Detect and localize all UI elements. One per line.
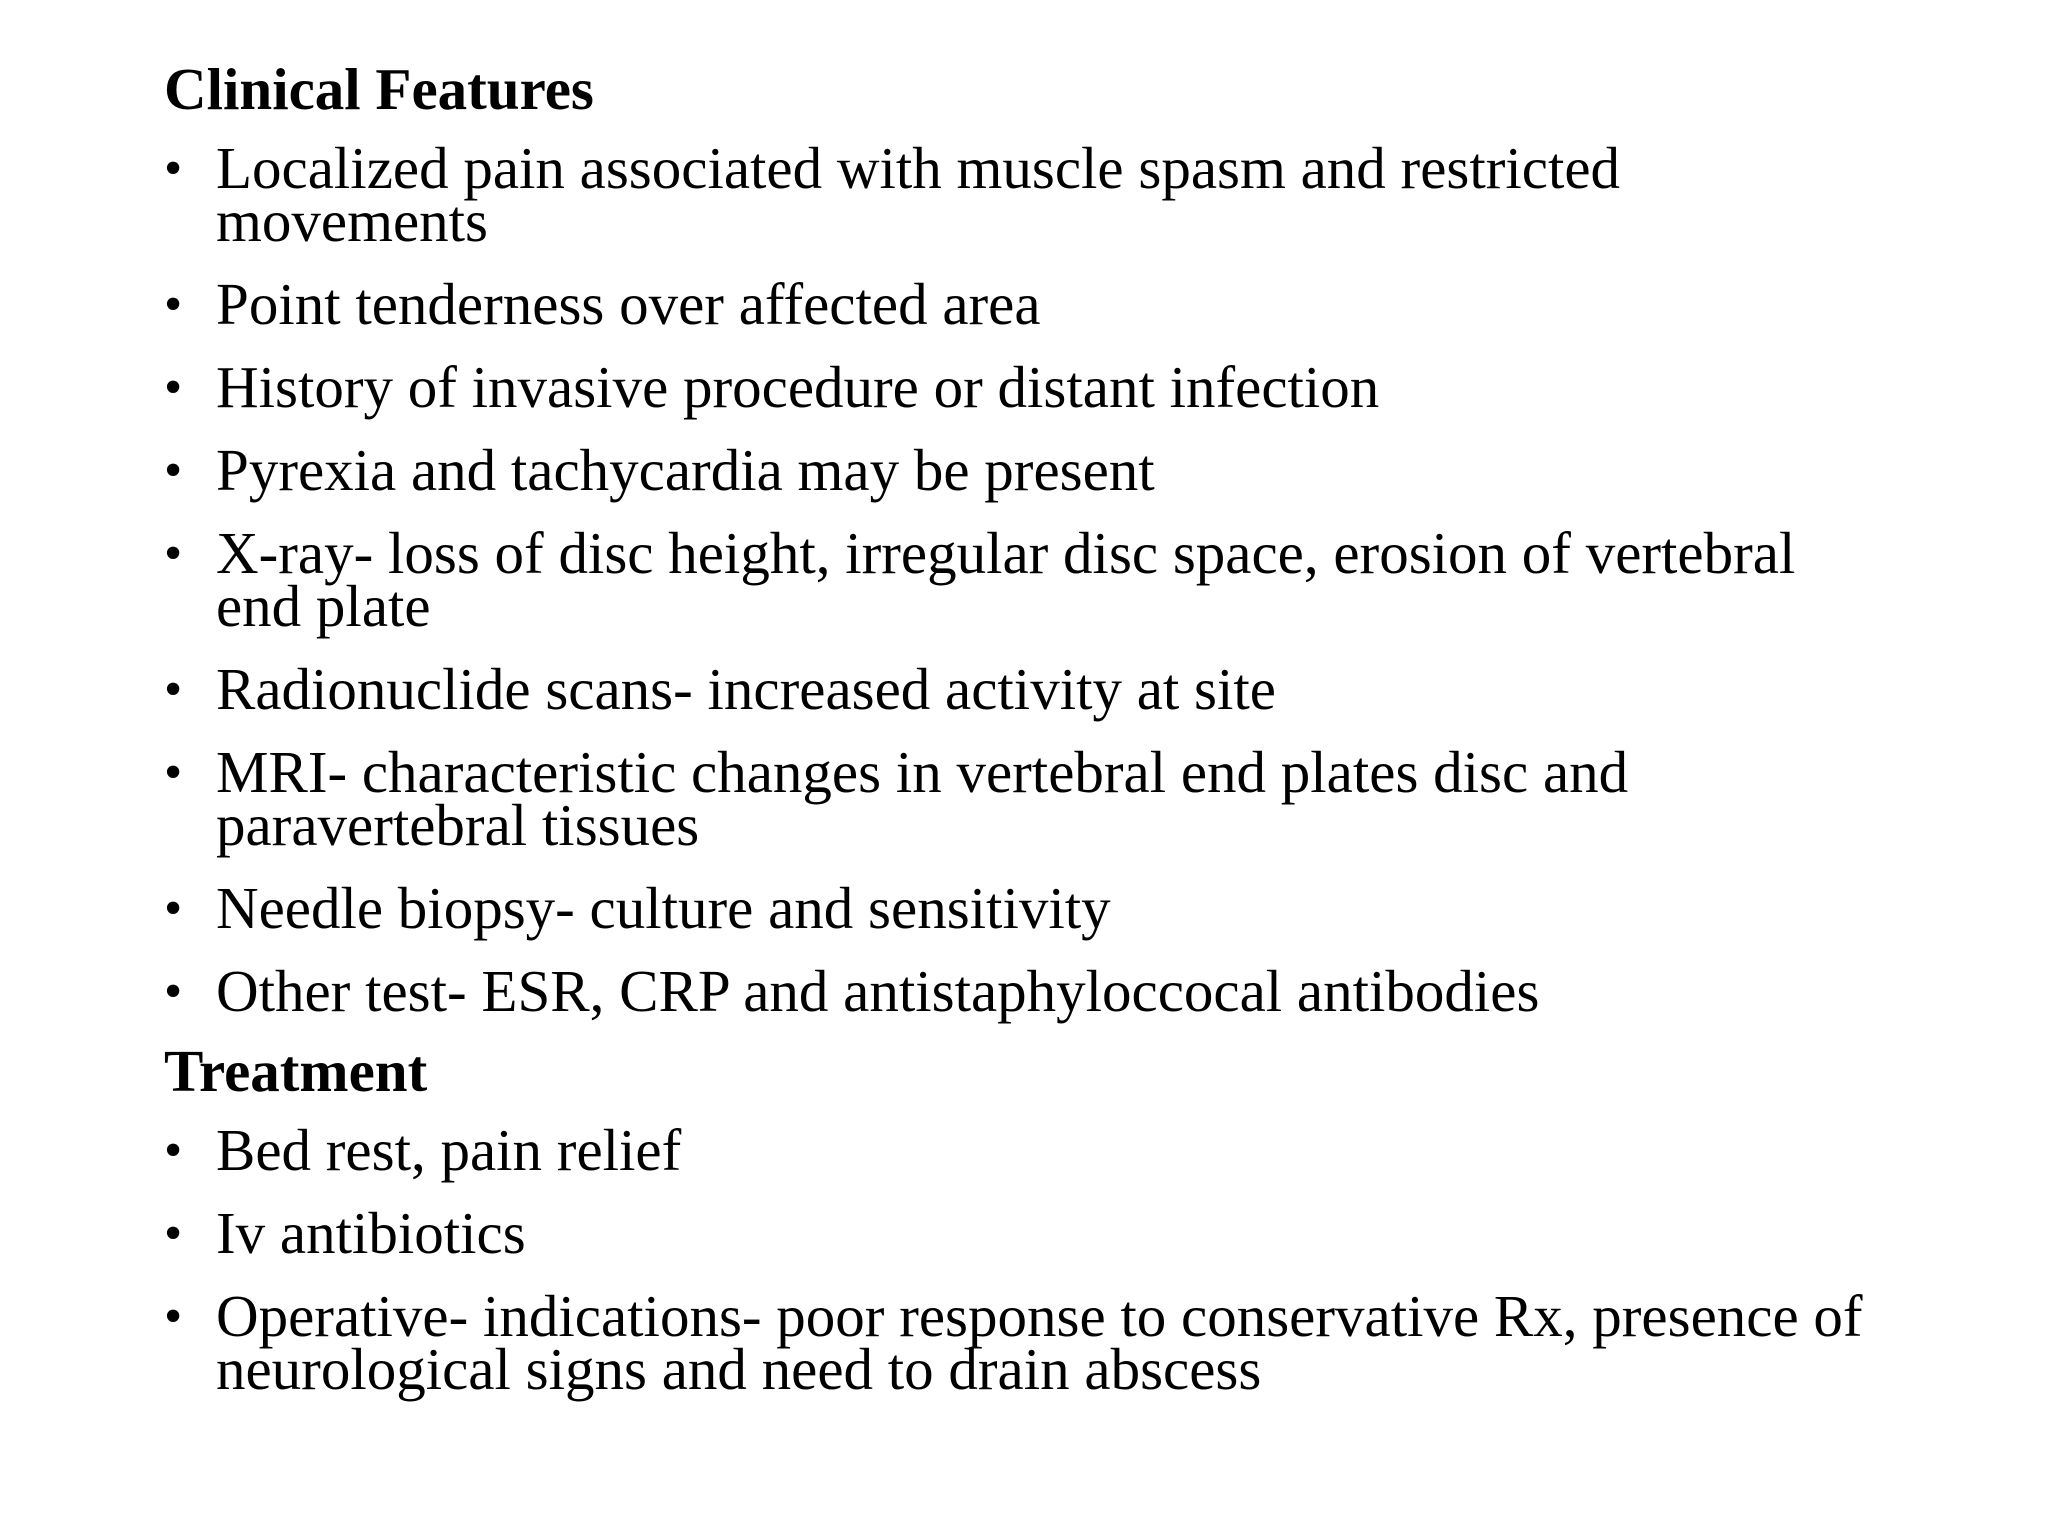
list-item <box>164 135 1884 254</box>
bullet-icon: • <box>164 442 183 499</box>
list-item-text: X-ray- loss of disc height, irregular disc space, erosion of vertebral end plate <box>216 520 1796 639</box>
list-item <box>164 271 1884 337</box>
list-item-text: Localized pain associated with muscle spasm and restricted movements <box>216 135 1621 254</box>
bullet-icon: • <box>164 744 183 801</box>
bullet-icon: • <box>164 276 183 333</box>
list-item <box>164 958 1884 1024</box>
bullet-icon: • <box>164 1288 183 1345</box>
list-item-text: MRI- characteristic changes in vertebral end plates disc and paravertebral tissues <box>216 739 1629 858</box>
bullet-icon: • <box>164 963 183 1020</box>
list-item <box>164 1117 1884 1183</box>
list-item-text: Bed rest, pain relief <box>216 1117 682 1183</box>
list-item-text: Iv antibiotics <box>216 1200 526 1266</box>
list-item-text: History of invasive procedure or distant infection <box>216 354 1380 420</box>
list-item <box>164 1283 1884 1402</box>
list-item <box>164 1200 1884 1266</box>
clinical-features-heading: Clinical Features <box>164 56 594 122</box>
bullet-icon: • <box>164 525 183 582</box>
list-item <box>164 739 1884 858</box>
list-item <box>164 656 1884 722</box>
slide-content <box>164 56 1884 1402</box>
bullet-icon: • <box>164 140 183 197</box>
treatment-list <box>164 1117 1884 1402</box>
list-item <box>164 875 1884 941</box>
list-item <box>164 520 1884 639</box>
list-item-text: Operative- indications- poor response to conservative Rx, presence of neurological signs and need to drain abscess <box>216 1283 1863 1402</box>
list-item-text: Pyrexia and tachycardia may be present <box>216 437 1155 503</box>
bullet-icon: • <box>164 359 183 416</box>
list-item-text: Radionuclide scans- increased activity at site <box>216 656 1276 722</box>
bullet-icon: • <box>164 1205 183 1262</box>
list-item <box>164 437 1884 503</box>
list-item-text: Other test- ESR, CRP and antistaphyloccocal antibodies <box>216 958 1540 1024</box>
bullet-icon: • <box>164 880 183 937</box>
list-item-text: Point tenderness over affected area <box>216 271 1041 337</box>
list-item <box>164 354 1884 420</box>
clinical-features-list <box>164 135 1884 1024</box>
list-item-text: Needle biopsy- culture and sensitivity <box>216 875 1111 941</box>
bullet-icon: • <box>164 661 183 718</box>
bullet-icon: • <box>164 1122 183 1179</box>
treatment-heading: Treatment <box>164 1038 428 1104</box>
